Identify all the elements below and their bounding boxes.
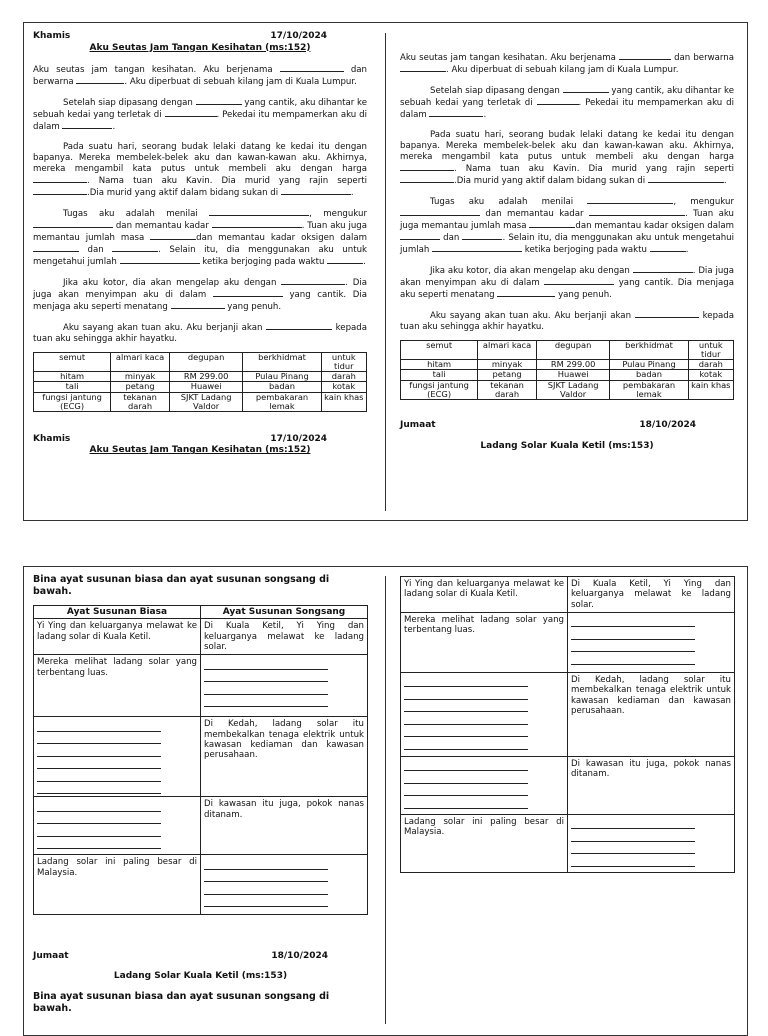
word-bank-row: tali petang Huawei badan kotak	[34, 382, 367, 392]
col-songsang-header: Ayat Susunan Songsang	[201, 605, 368, 619]
blank[interactable]	[563, 85, 609, 93]
blank[interactable]	[33, 175, 87, 183]
word-bank-table	[33, 352, 367, 412]
bottom-left-column	[33, 574, 368, 1015]
blank[interactable]	[327, 256, 363, 264]
instruction: Bina ayat susunan biasa dan ayat susunan songsang di bawah.	[33, 990, 330, 1014]
day-label: Khamis	[33, 433, 71, 444]
paragraph-3: Pada suatu hari, seorang budak lelaki datang ke kedai itu dengan bapanya. Mereka membelek-belek aku dan kawan-kawan aku. Akhirnya, mereka mengambil kata putus untuk membeli aku dengan harga . Nama tuan aku Kavin. Dia murid yang rajin seperti .Dia murid yang aktif dalam bidang sukan di .	[400, 130, 734, 186]
blank[interactable]	[529, 220, 575, 228]
answer-lines[interactable]	[201, 855, 368, 915]
passage-title: Aku Seutas Jam Tangan Kesihatan (ms:152)	[89, 42, 311, 53]
table-row: Mereka melihat ladang solar yang terbentang luas.	[401, 612, 735, 672]
paragraph-2: Setelah siap dipasang dengan yang cantik, aku dihantar ke sebuah kedai yang terletak di . Pekedai itu mempamerkan aku di dalam .	[400, 86, 735, 120]
blank[interactable]	[587, 196, 673, 204]
table-row: Di kawasan itu juga, pokok nanas ditanam.	[34, 797, 368, 855]
answer-lines[interactable]	[34, 717, 201, 797]
word-bank-row: semut almari kaca degupan berkhidmat untuk tidur	[401, 341, 734, 360]
blank[interactable]	[281, 277, 345, 285]
blank[interactable]	[165, 109, 217, 117]
word-bank-row: fungsi jantung (ECG) tekanan darah SJKT Ladang Valdor pembakaran lemak kain khas	[34, 392, 367, 411]
blank[interactable]	[537, 97, 579, 105]
blank[interactable]	[266, 322, 332, 330]
date-label: 18/10/2024	[639, 419, 696, 430]
blank[interactable]	[120, 256, 200, 264]
blank[interactable]	[112, 244, 158, 252]
answer-lines[interactable]	[401, 672, 568, 756]
table-row: Di kawasan itu juga, pokok nanas ditanam.	[401, 756, 735, 814]
blank[interactable]	[635, 310, 699, 318]
blank[interactable]	[462, 232, 502, 240]
day-label: Jumaat	[33, 951, 69, 962]
paragraph-5: Jika aku kotor, dia akan mengelap aku dengan . Dia juga akan menyimpan aku di dalam yang cantik. Dia menjaga aku seperti menatang yang penuh.	[33, 278, 367, 313]
blank[interactable]	[212, 220, 302, 228]
blank[interactable]	[400, 175, 454, 183]
paragraph-3: Pada suatu hari, seorang budak lelaki datang ke kedai itu dengan bapanya. Mereka membelek-belek aku dan kawan-kawan aku. Akhirnya, mereka mengambil kata putus untuk membeli aku dengan harga . Nama tuan aku Kavin. Dia murid yang rajin seperti .Dia murid yang aktif dalam bidang sukan di .	[33, 142, 367, 199]
blank[interactable]	[33, 244, 79, 252]
answer-lines[interactable]	[401, 756, 568, 814]
word-bank-row: semut almari kaca degupan berkhidmat untuk tidur	[34, 353, 367, 372]
sentence-table-continued	[400, 576, 735, 873]
lesson-title: Ladang Solar Kuala Ketil (ms:153)	[113, 971, 288, 981]
blank[interactable]	[213, 289, 283, 297]
top-left-column	[33, 31, 367, 467]
blank[interactable]	[209, 208, 309, 216]
blank[interactable]	[497, 289, 555, 297]
blank[interactable]	[400, 208, 480, 216]
word-bank-row: hitam minyak RM 299.00 Pulau Pinang darah	[401, 360, 734, 370]
blank[interactable]	[400, 232, 440, 240]
blank[interactable]	[633, 265, 693, 273]
blank[interactable]	[544, 277, 614, 285]
blank[interactable]	[400, 64, 446, 72]
paragraph-1: Aku seutas jam tangan kesihatan. Aku berjenama dan berwarna . Aku diperbuat di sebuah kilang jam di Kuala Lumpur.	[33, 65, 367, 88]
blank[interactable]	[281, 187, 351, 195]
table-row: Mereka melihat ladang solar yang terbentang luas.	[34, 655, 368, 717]
blank[interactable]	[196, 97, 242, 105]
sentence-table	[33, 605, 368, 916]
blank[interactable]	[432, 244, 522, 252]
paragraph-1: Aku seutas jam tangan kesihatan. Aku berjenama dan berwarna . Aku diperbuat di sebuah kilang jam di Kuala Lumpur.	[400, 53, 734, 75]
paragraph-5: Jika aku kotor, dia akan mengelap aku dengan . Dia juga akan menyimpan aku di dalam yang cantik. Dia menjaga aku seperti menatang yang penuh.	[400, 266, 735, 300]
paragraph-4: Tugas aku adalah menilai , mengukur dan memantau kadar . Tuan aku juga memantau jumlah masa dan memantau kadar oksigen dalam dan . Selain itu, dia menggunakan aku untuk mengetahui jumlah ketika berjoging pada waktu .	[33, 209, 368, 268]
blank[interactable]	[400, 163, 454, 171]
blank[interactable]	[429, 109, 483, 117]
word-bank-row: tali petang Huawei badan kotak	[401, 370, 734, 380]
date-label: 17/10/2024	[270, 31, 327, 41]
column-divider	[385, 33, 386, 511]
answer-lines[interactable]	[201, 655, 368, 717]
blank[interactable]	[62, 121, 112, 129]
col-biasa-header: Ayat Susunan Biasa	[34, 605, 201, 619]
passage-title: Aku Seutas Jam Tangan Kesihatan (ms:152)	[89, 445, 311, 456]
paragraph-6: Aku sayang akan tuan aku. Aku berjanji akan kepada tuan aku sehingga akhir hayatku.	[400, 311, 735, 332]
blank[interactable]	[619, 52, 671, 60]
table-row: Di Kedah, ladang solar itu membekalkan tenaga elektrik untuk kawasan kediaman dan kawasan perusahaan.	[34, 717, 368, 797]
blank[interactable]	[76, 76, 124, 84]
date-label: 18/10/2024	[271, 951, 328, 962]
day-label: Khamis	[33, 31, 71, 41]
blank[interactable]	[648, 175, 724, 183]
column-divider	[385, 576, 386, 1024]
answer-lines[interactable]	[568, 612, 735, 672]
table-row: Ladang solar ini paling besar di Malaysia.	[401, 814, 735, 872]
answer-lines[interactable]	[568, 814, 735, 872]
paragraph-4: Tugas aku adalah menilai , mengukur dan memantau kadar . Tuan aku juga memantau jumlah masa dan memantau kadar oksigen dalam dan . Selain itu, dia menggunakan aku untuk mengetahui jumlah ketika berjoging pada waktu .	[400, 197, 735, 255]
instruction: Bina ayat susunan biasa dan ayat susunan songsang di bawah.	[33, 574, 330, 598]
date-label: 17/10/2024	[270, 433, 327, 444]
paragraph-6: Aku sayang akan tuan aku. Aku berjanji akan kepada tuan aku sehingga akhir hayatku.	[33, 323, 368, 345]
table-row: Ladang solar ini paling besar di Malaysia.	[34, 855, 368, 915]
blank[interactable]	[589, 208, 685, 216]
blank[interactable]	[280, 64, 344, 72]
lesson-title: Ladang Solar Kuala Ketil (ms:153)	[480, 441, 654, 452]
blank[interactable]	[650, 244, 686, 252]
table-row: Yi Ying dan keluarganya melawat ke ladang solar di Kuala Ketil. Di Kuala Ketil, Yi Ying dan keluarganya melawat ke ladang solar.	[401, 577, 735, 613]
word-bank-row: hitam minyak RM 299.00 Pulau Pinang darah	[34, 372, 367, 382]
word-bank-table	[400, 340, 734, 400]
table-row: Di Kedah, ladang solar itu membekalkan tenaga elektrik untuk kawasan kediaman dan kawasan perusahaan.	[401, 672, 735, 756]
day-label: Jumaat	[400, 419, 436, 430]
blank[interactable]	[33, 187, 87, 195]
answer-lines[interactable]	[34, 797, 201, 855]
top-right-column	[400, 52, 734, 453]
blank[interactable]	[171, 301, 225, 309]
blank[interactable]	[150, 232, 196, 240]
bottom-right-column	[400, 576, 735, 873]
table-row: Yi Ying dan keluarganya melawat ke ladang solar di Kuala Ketil. Di Kuala Ketil, Yi Ying dan keluarganya melawat ke ladang solar.	[34, 619, 368, 655]
paragraph-2: Setelah siap dipasang dengan yang cantik, aku dihantar ke sebuah kedai yang terletak di . Pekedai itu mempamerkan aku di dalam .	[33, 98, 368, 133]
word-bank-row: fungsi jantung (ECG) tekanan darah SJKT Ladang Valdor pembakaran lemak kain khas	[401, 380, 734, 399]
blank[interactable]	[33, 220, 113, 228]
